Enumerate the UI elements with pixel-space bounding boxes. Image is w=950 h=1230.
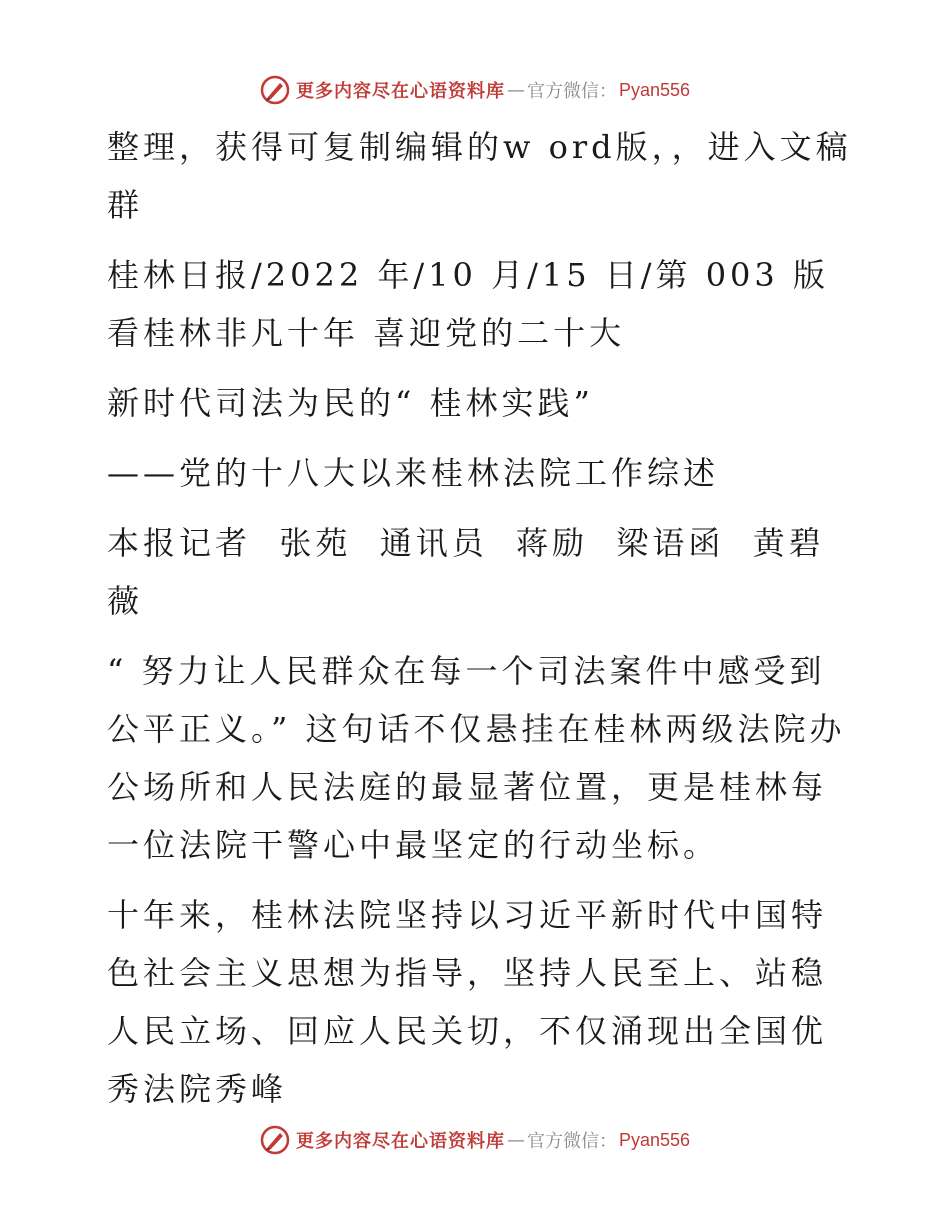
article-title: 新时代司法为民的“ 桂林实践” <box>107 384 594 422</box>
article-subtitle: ——党的十八大以来桂林法院工作综述 <box>107 454 720 492</box>
banner-site-text: 更多内容尽在心语资料库 <box>295 81 505 102</box>
footer-banner <box>0 1120 950 1160</box>
pen-logo-icon <box>260 1125 290 1155</box>
source-line: 桂林日报/2022 年/10 月/15 日/第 003 版看桂林非凡十年 喜迎党的二十大 <box>107 256 829 352</box>
intro-paragraph: 整理，获得可复制编辑的w ord版，，进入文稿群 <box>107 128 852 224</box>
banner-site-text: 更多内容尽在心语资料库 <box>295 1131 505 1152</box>
byline: 本报记者 张苑 通讯员 蒋励 梁语函 黄碧薇 <box>107 524 825 620</box>
article-body <box>97 118 857 1118</box>
header-banner <box>0 70 950 110</box>
banner-official-text: 官方微信： <box>526 1131 617 1152</box>
banner-wechat-id: Pyan556 <box>618 1129 691 1150</box>
banner-official-text: 官方微信： <box>526 81 617 102</box>
banner-dash: — <box>506 1129 525 1151</box>
banner-dash: — <box>506 79 525 101</box>
banner-wechat-id: Pyan556 <box>618 79 691 100</box>
body-paragraph: 十年来，桂林法院坚持以习近平新时代中国特色社会主义思想为指导，坚持人民至上、站稳人民立场、回应人民关切，不仅涌现出全国优秀法院秀峰 <box>107 896 828 1108</box>
pen-logo-icon <box>260 75 290 105</box>
body-paragraph: “ 努力让人民群众在每一个司法案件中感受到公平正义。” 这句话不仅悬挂在桂林两级法院办公场所和人民法庭的最显著位置，更是桂林每一位法院干警心中最坚定的行动坐标。 <box>107 652 846 864</box>
